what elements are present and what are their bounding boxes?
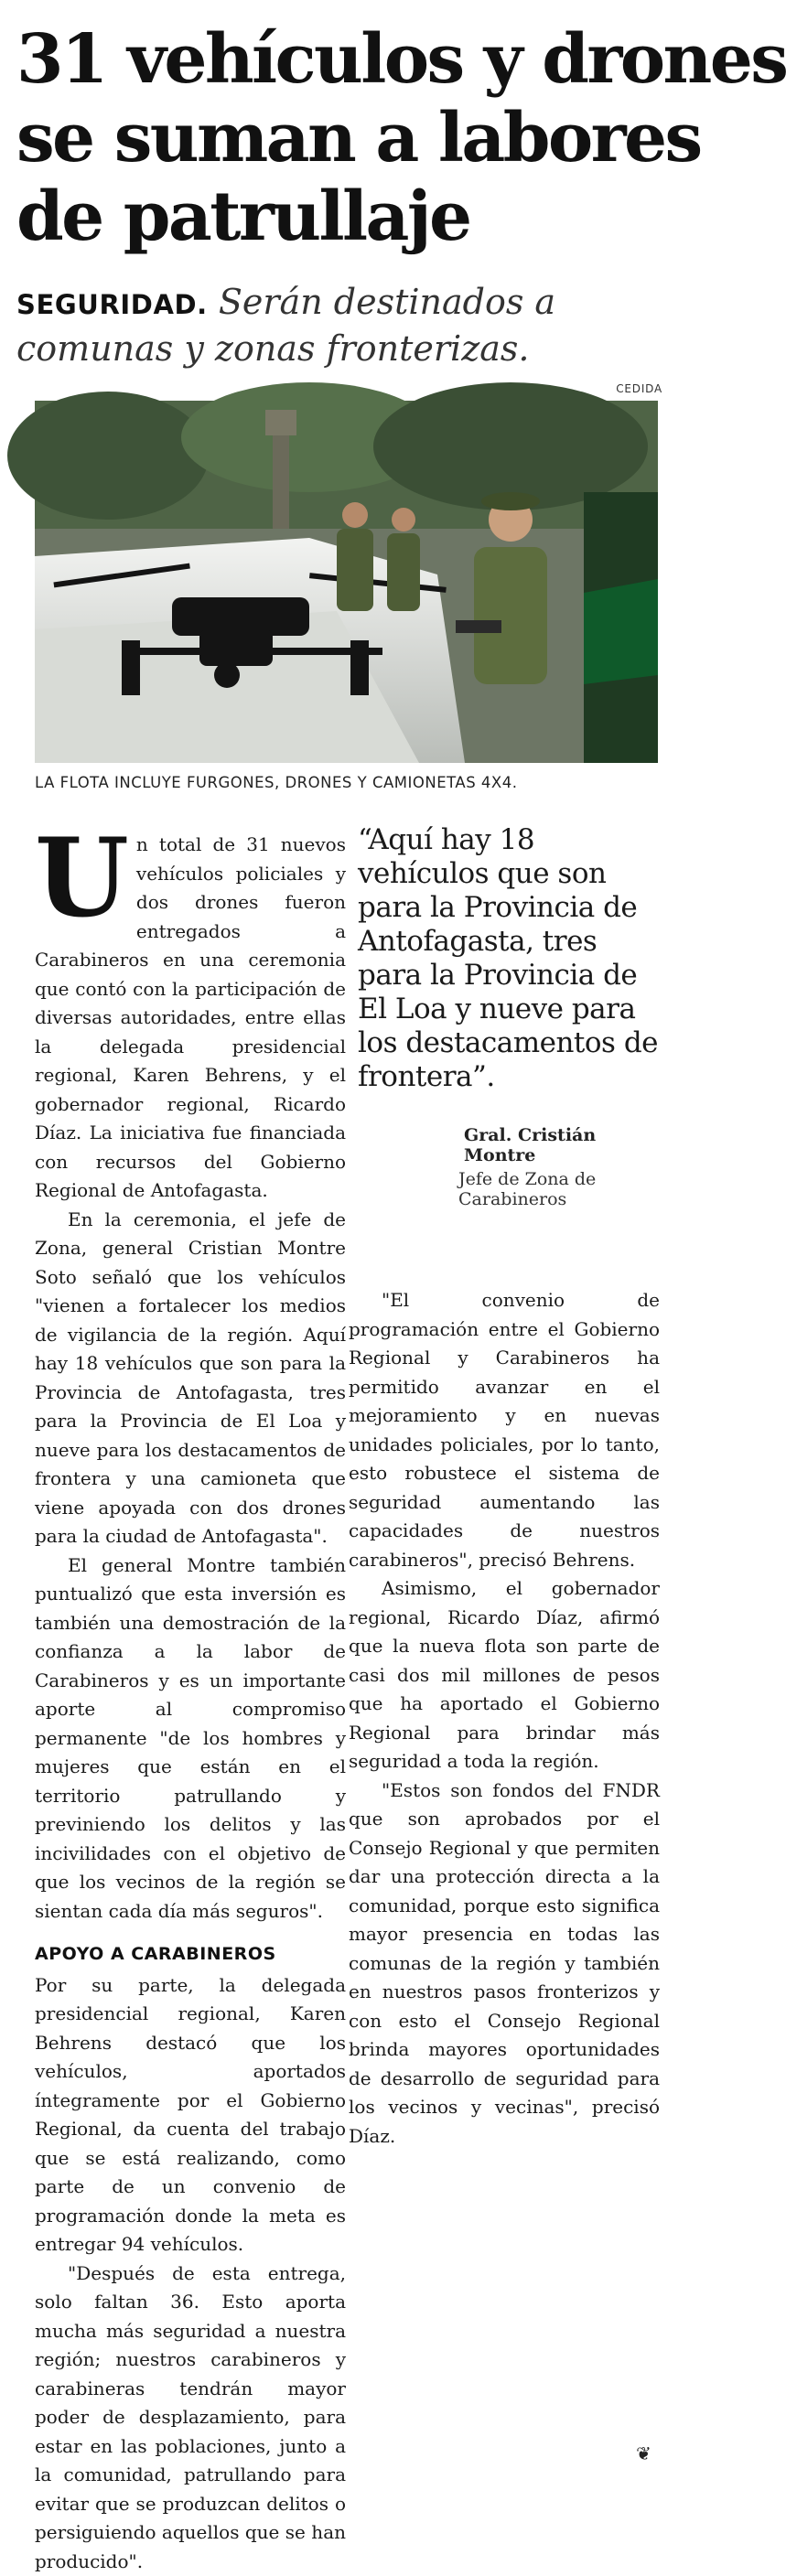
paragraph: Asimismo, el gobernador regional, Ricardo Díaz, afirmó que la nueva flota son parte de casi dos mil millones de pesos que ha aportado el Gobierno Regional para brindar más seguridad a toda la región. xyxy=(349,1574,660,1776)
pull-quote-author: Gral. Cristián Montre xyxy=(464,1125,664,1165)
paragraph xyxy=(35,831,346,1206)
section-kicker: SEGURIDAD. xyxy=(16,289,208,320)
section-subhead: APOYO A CARABINEROS xyxy=(35,1940,346,1970)
article-column-right xyxy=(349,1286,660,2151)
paragraph-text: n total de 31 nuevos vehículos policiales y dos drones fueron entregados a Carabineros en una ceremonia que contó con la participación de diversas autoridades, entre ellas la delegada presidencial regional, Karen Behrens, y el gobernador regional, Ricardo Díaz. La iniciativa fue financiada con recursos del Gobierno Regional de Antofagasta. xyxy=(35,833,346,1201)
photo-credit: CEDIDA xyxy=(616,382,662,395)
article-column-left xyxy=(35,831,346,2576)
paragraph: Por su parte, la delegada presidencial regional, Karen Behrens destacó que los vehículos, aportados íntegramente por el Gobierno Regional, da cuenta del trabajo que se está realizando, como parte de un convenio de programación donde la meta es entregar 94 vehículos. xyxy=(35,1971,346,2259)
headline-line: se suman a labores xyxy=(16,99,671,177)
headline-line: 31 vehículos y drones xyxy=(16,20,671,99)
end-mark-icon: ❦ xyxy=(636,2442,651,2464)
pull-quote-text: “Aquí hay 18 vehículos que son para la Provincia de Antofagasta, tres para la Provincia de El Loa y nueve para los destacamentos de frontera”. xyxy=(358,823,664,1094)
paragraph: "El convenio de programación entre el Gobierno Regional y Carabineros ha permitido avanzar en el mejoramiento y en nuevas unidades policiales, por lo tanto, esto robustece el sistema de seguridad aumentando las capacidades de nuestros carabineros", precisó Behrens. xyxy=(349,1286,660,1574)
photo-caption: LA FLOTA INCLUYE FURGONES, DRONES Y CAMIONETAS 4X4. xyxy=(35,774,666,791)
deck-subtitle: Serán destinados a comunas y zonas fronterizas. xyxy=(16,282,555,369)
article-photo xyxy=(35,401,658,763)
pull-quote-role: Jefe de Zona de Carabineros xyxy=(458,1169,664,1209)
pull-quote xyxy=(358,823,664,1209)
deck xyxy=(16,280,671,370)
headline-line: de patrullaje xyxy=(16,177,671,256)
paragraph: "Después de esta entrega, solo faltan 36. Esto aporta mucha más seguridad a nuestra región; nuestros carabineros y carabineras tendrán mayor poder de desplazamiento, para estar en las poblaciones, junto a la comunidad, patrullando para evitar que se produzcan delitos o persiguiendo aquellos que se han producido". xyxy=(35,2259,346,2576)
paragraph: El general Montre también puntualizó que esta inversión es también una demostración de la confianza a la labor de Carabineros y es un importante aporte al compromiso permanente "de los hombres y mujeres que están en el territorio patrullando y previniendo los delitos y las incivilidades con el objetivo de que los vecinos de la región se sientan cada día más seguros". xyxy=(35,1551,346,1927)
paragraph: "Estos son fondos del FNDR que son aprobados por el Consejo Regional y que permiten dar una protección directa a la comunidad, porque esto significa mayor presencia en todas las comunas de la región y también en nuestros pasos fronterizos y con esto el Consejo Regional brinda mayores oportunidades de desarrollo de seguridad para los vecinos y vecinas", precisó Díaz. xyxy=(349,1776,660,2152)
drone-photo-illustration xyxy=(35,401,658,763)
drop-cap: U xyxy=(35,836,129,920)
paragraph: En la ceremonia, el jefe de Zona, general Cristian Montre Soto señaló que los vehículos "vienen a fortalecer los medios de vigilancia de la región. Aquí hay 18 vehículos que son para la Provincia de Antofagasta, tres para la Provincia de El Loa y nueve para los destacamentos de frontera y una camioneta que viene apoyada con dos drones para la ciudad de Antofagasta". xyxy=(35,1206,346,1551)
headline xyxy=(16,20,671,256)
